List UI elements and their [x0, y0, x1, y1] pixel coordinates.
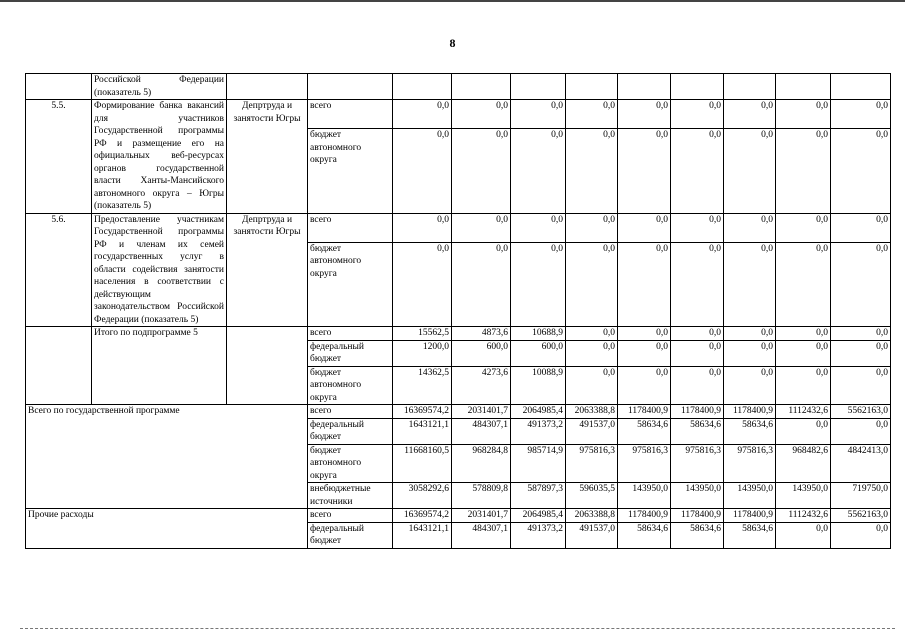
continuation-row: [26, 74, 891, 100]
value-cell: 1643121,1: [393, 418, 452, 444]
value-cell: 968284,8: [452, 444, 511, 483]
value-cell: 0,0: [831, 418, 891, 444]
executor-cell: [227, 327, 308, 405]
value-cell: [776, 74, 831, 100]
value-cell: 0,0: [831, 366, 891, 405]
funding-source-cell: всего: [308, 100, 393, 129]
value-cell: 0,0: [776, 418, 831, 444]
value-cell: 10688,9: [511, 327, 566, 341]
funding-source-cell: бюджет автономного округа: [308, 129, 393, 213]
value-cell: 58634,6: [671, 522, 724, 548]
value-cell: 0,0: [776, 366, 831, 405]
value-cell: 14362,5: [393, 366, 452, 405]
value-cell: [452, 74, 511, 100]
value-cell: 4273,6: [452, 366, 511, 405]
value-cell: 0,0: [393, 213, 452, 242]
value-cell: 0,0: [618, 213, 671, 242]
value-cell: 1200,0: [393, 340, 452, 366]
value-cell: 0,0: [566, 100, 618, 129]
value-cell: 0,0: [671, 242, 724, 326]
other-expenses-label-cell: Прочие расходы: [26, 509, 308, 549]
value-cell: 2063388,8: [566, 509, 618, 523]
value-cell: [511, 74, 566, 100]
value-cell: 1178400,9: [724, 509, 776, 523]
value-cell: 58634,6: [724, 418, 776, 444]
value-cell: 0,0: [452, 242, 511, 326]
value-cell: 0,0: [566, 327, 618, 341]
value-cell: 0,0: [671, 366, 724, 405]
value-cell: 2064985,4: [511, 509, 566, 523]
row-number-cell: 5.5.: [26, 100, 92, 214]
value-cell: 0,0: [452, 100, 511, 129]
program-total-label-cell: Всего по государственной программе: [26, 405, 308, 509]
value-cell: 16369574,2: [393, 509, 452, 523]
value-cell: 596035,5: [566, 483, 618, 509]
value-cell: 11668160,5: [393, 444, 452, 483]
value-cell: 0,0: [618, 100, 671, 129]
value-cell: 1178400,9: [618, 405, 671, 419]
funding-source-cell: всего: [308, 213, 393, 242]
funding-table-body: [26, 74, 891, 549]
value-cell: 1178400,9: [671, 405, 724, 419]
funding-table: [25, 73, 891, 549]
value-cell: 0,0: [511, 242, 566, 326]
scan-top-edge: [0, 0, 905, 2]
value-cell: 0,0: [724, 242, 776, 326]
value-cell: 0,0: [776, 213, 831, 242]
value-cell: 0,0: [566, 213, 618, 242]
activity-name-cell: Формирование банка вакансий для участников Государственной программы РФ и размещение его на официальных веб-ресурсах органов государственной власти Ханты-Мансийского автономного округа – Югры (показатель 5): [92, 100, 227, 214]
value-cell: 0,0: [671, 129, 724, 213]
value-cell: 0,0: [776, 100, 831, 129]
value-cell: 0,0: [618, 129, 671, 213]
value-cell: 975816,3: [566, 444, 618, 483]
value-cell: 0,0: [831, 100, 891, 129]
value-cell: [618, 74, 671, 100]
value-cell: 985714,9: [511, 444, 566, 483]
value-cell: 719750,0: [831, 483, 891, 509]
value-cell: 0,0: [618, 327, 671, 341]
value-cell: 0,0: [724, 340, 776, 366]
value-cell: [393, 74, 452, 100]
value-cell: 58634,6: [671, 418, 724, 444]
value-cell: 0,0: [776, 129, 831, 213]
value-cell: 0,0: [511, 129, 566, 213]
value-cell: 0,0: [452, 129, 511, 213]
value-cell: 10088,9: [511, 366, 566, 405]
subtotal-label-cell: Итого по подпрограмме 5: [92, 327, 227, 405]
value-cell: 0,0: [618, 340, 671, 366]
value-cell: 0,0: [776, 340, 831, 366]
value-cell: 1112432,6: [776, 405, 831, 419]
value-cell: 2063388,8: [566, 405, 618, 419]
activity-row: [26, 213, 891, 242]
value-cell: 0,0: [776, 327, 831, 341]
value-cell: 15562,5: [393, 327, 452, 341]
value-cell: 491373,2: [511, 522, 566, 548]
funding-source-cell: бюджет автономного округа: [308, 242, 393, 326]
page-number: 8: [449, 36, 456, 50]
activity-row: [26, 100, 891, 129]
value-cell: 58634,6: [618, 418, 671, 444]
value-cell: 0,0: [831, 213, 891, 242]
value-cell: 1178400,9: [724, 405, 776, 419]
activity-name-cell: Российской Федерации (показатель 5): [92, 74, 227, 100]
value-cell: 4873,6: [452, 327, 511, 341]
value-cell: 0,0: [831, 522, 891, 548]
value-cell: 0,0: [671, 340, 724, 366]
value-cell: 1643121,1: [393, 522, 452, 548]
value-cell: 0,0: [566, 366, 618, 405]
value-cell: 587897,3: [511, 483, 566, 509]
value-cell: 600,0: [452, 340, 511, 366]
value-cell: 5562163,0: [831, 509, 891, 523]
value-cell: 0,0: [831, 242, 891, 326]
value-cell: 1178400,9: [671, 509, 724, 523]
value-cell: [831, 74, 891, 100]
value-cell: 0,0: [671, 327, 724, 341]
funding-source-cell: федеральный бюджет: [308, 418, 393, 444]
executor-cell: [227, 74, 308, 100]
program-total-row: [26, 405, 891, 419]
value-cell: 0,0: [671, 100, 724, 129]
value-cell: 0,0: [724, 213, 776, 242]
scan-bottom-edge: [20, 628, 895, 629]
value-cell: 484307,1: [452, 522, 511, 548]
executor-cell: Депртруда и занятости Югры: [227, 100, 308, 214]
value-cell: 143950,0: [724, 483, 776, 509]
value-cell: 0,0: [724, 100, 776, 129]
value-cell: 58634,6: [724, 522, 776, 548]
row-number-cell: 5.6.: [26, 213, 92, 327]
value-cell: 491537,0: [566, 522, 618, 548]
value-cell: 975816,3: [618, 444, 671, 483]
value-cell: 0,0: [671, 213, 724, 242]
value-cell: [671, 74, 724, 100]
value-cell: 2031401,7: [452, 509, 511, 523]
funding-source-cell: федеральный бюджет: [308, 340, 393, 366]
funding-source-cell: федеральный бюджет: [308, 522, 393, 548]
value-cell: 600,0: [511, 340, 566, 366]
funding-source-cell: бюджет автономного округа: [308, 444, 393, 483]
value-cell: 16369574,2: [393, 405, 452, 419]
value-cell: 2031401,7: [452, 405, 511, 419]
value-cell: 0,0: [776, 522, 831, 548]
value-cell: 0,0: [511, 100, 566, 129]
value-cell: 143950,0: [671, 483, 724, 509]
subtotal-row: [26, 327, 891, 341]
funding-source-cell: внебюджетные источники: [308, 483, 393, 509]
value-cell: 4842413,0: [831, 444, 891, 483]
value-cell: 0,0: [566, 129, 618, 213]
value-cell: 975816,3: [724, 444, 776, 483]
value-cell: 143950,0: [776, 483, 831, 509]
value-cell: 0,0: [724, 327, 776, 341]
other-expenses-row: [26, 509, 891, 523]
row-number-cell: [26, 327, 92, 405]
value-cell: 1112432,6: [776, 509, 831, 523]
funding-source-cell: всего: [308, 405, 393, 419]
value-cell: 0,0: [393, 129, 452, 213]
value-cell: 0,0: [831, 327, 891, 341]
value-cell: 0,0: [393, 242, 452, 326]
value-cell: 578809,8: [452, 483, 511, 509]
funding-source-cell: бюджет автономного округа: [308, 366, 393, 405]
value-cell: 0,0: [724, 129, 776, 213]
funding-source-cell: всего: [308, 509, 393, 523]
value-cell: 0,0: [566, 340, 618, 366]
value-cell: 484307,1: [452, 418, 511, 444]
value-cell: 0,0: [511, 213, 566, 242]
value-cell: 975816,3: [671, 444, 724, 483]
value-cell: 0,0: [393, 100, 452, 129]
value-cell: 0,0: [724, 366, 776, 405]
value-cell: 143950,0: [618, 483, 671, 509]
row-number-cell: [26, 74, 92, 100]
value-cell: 3058292,6: [393, 483, 452, 509]
value-cell: 491537,0: [566, 418, 618, 444]
value-cell: 0,0: [831, 340, 891, 366]
funding-source-cell: всего: [308, 327, 393, 341]
activity-name-cell: Предоставление участникам Государственной программы РФ и членам их семей государственных услуг в области содействия занятости населения в соответствии с действующим законодательством Российской Федерации (показатель 5): [92, 213, 227, 327]
value-cell: [724, 74, 776, 100]
value-cell: 0,0: [831, 129, 891, 213]
funding-source-cell: [308, 74, 393, 100]
value-cell: 2064985,4: [511, 405, 566, 419]
executor-cell: Депртруда и занятости Югры: [227, 213, 308, 327]
value-cell: 968482,6: [776, 444, 831, 483]
value-cell: 491373,2: [511, 418, 566, 444]
value-cell: 0,0: [452, 213, 511, 242]
value-cell: 0,0: [618, 366, 671, 405]
value-cell: 58634,6: [618, 522, 671, 548]
value-cell: 5562163,0: [831, 405, 891, 419]
value-cell: [566, 74, 618, 100]
value-cell: 0,0: [566, 242, 618, 326]
value-cell: 1178400,9: [618, 509, 671, 523]
value-cell: 0,0: [618, 242, 671, 326]
value-cell: 0,0: [776, 242, 831, 326]
